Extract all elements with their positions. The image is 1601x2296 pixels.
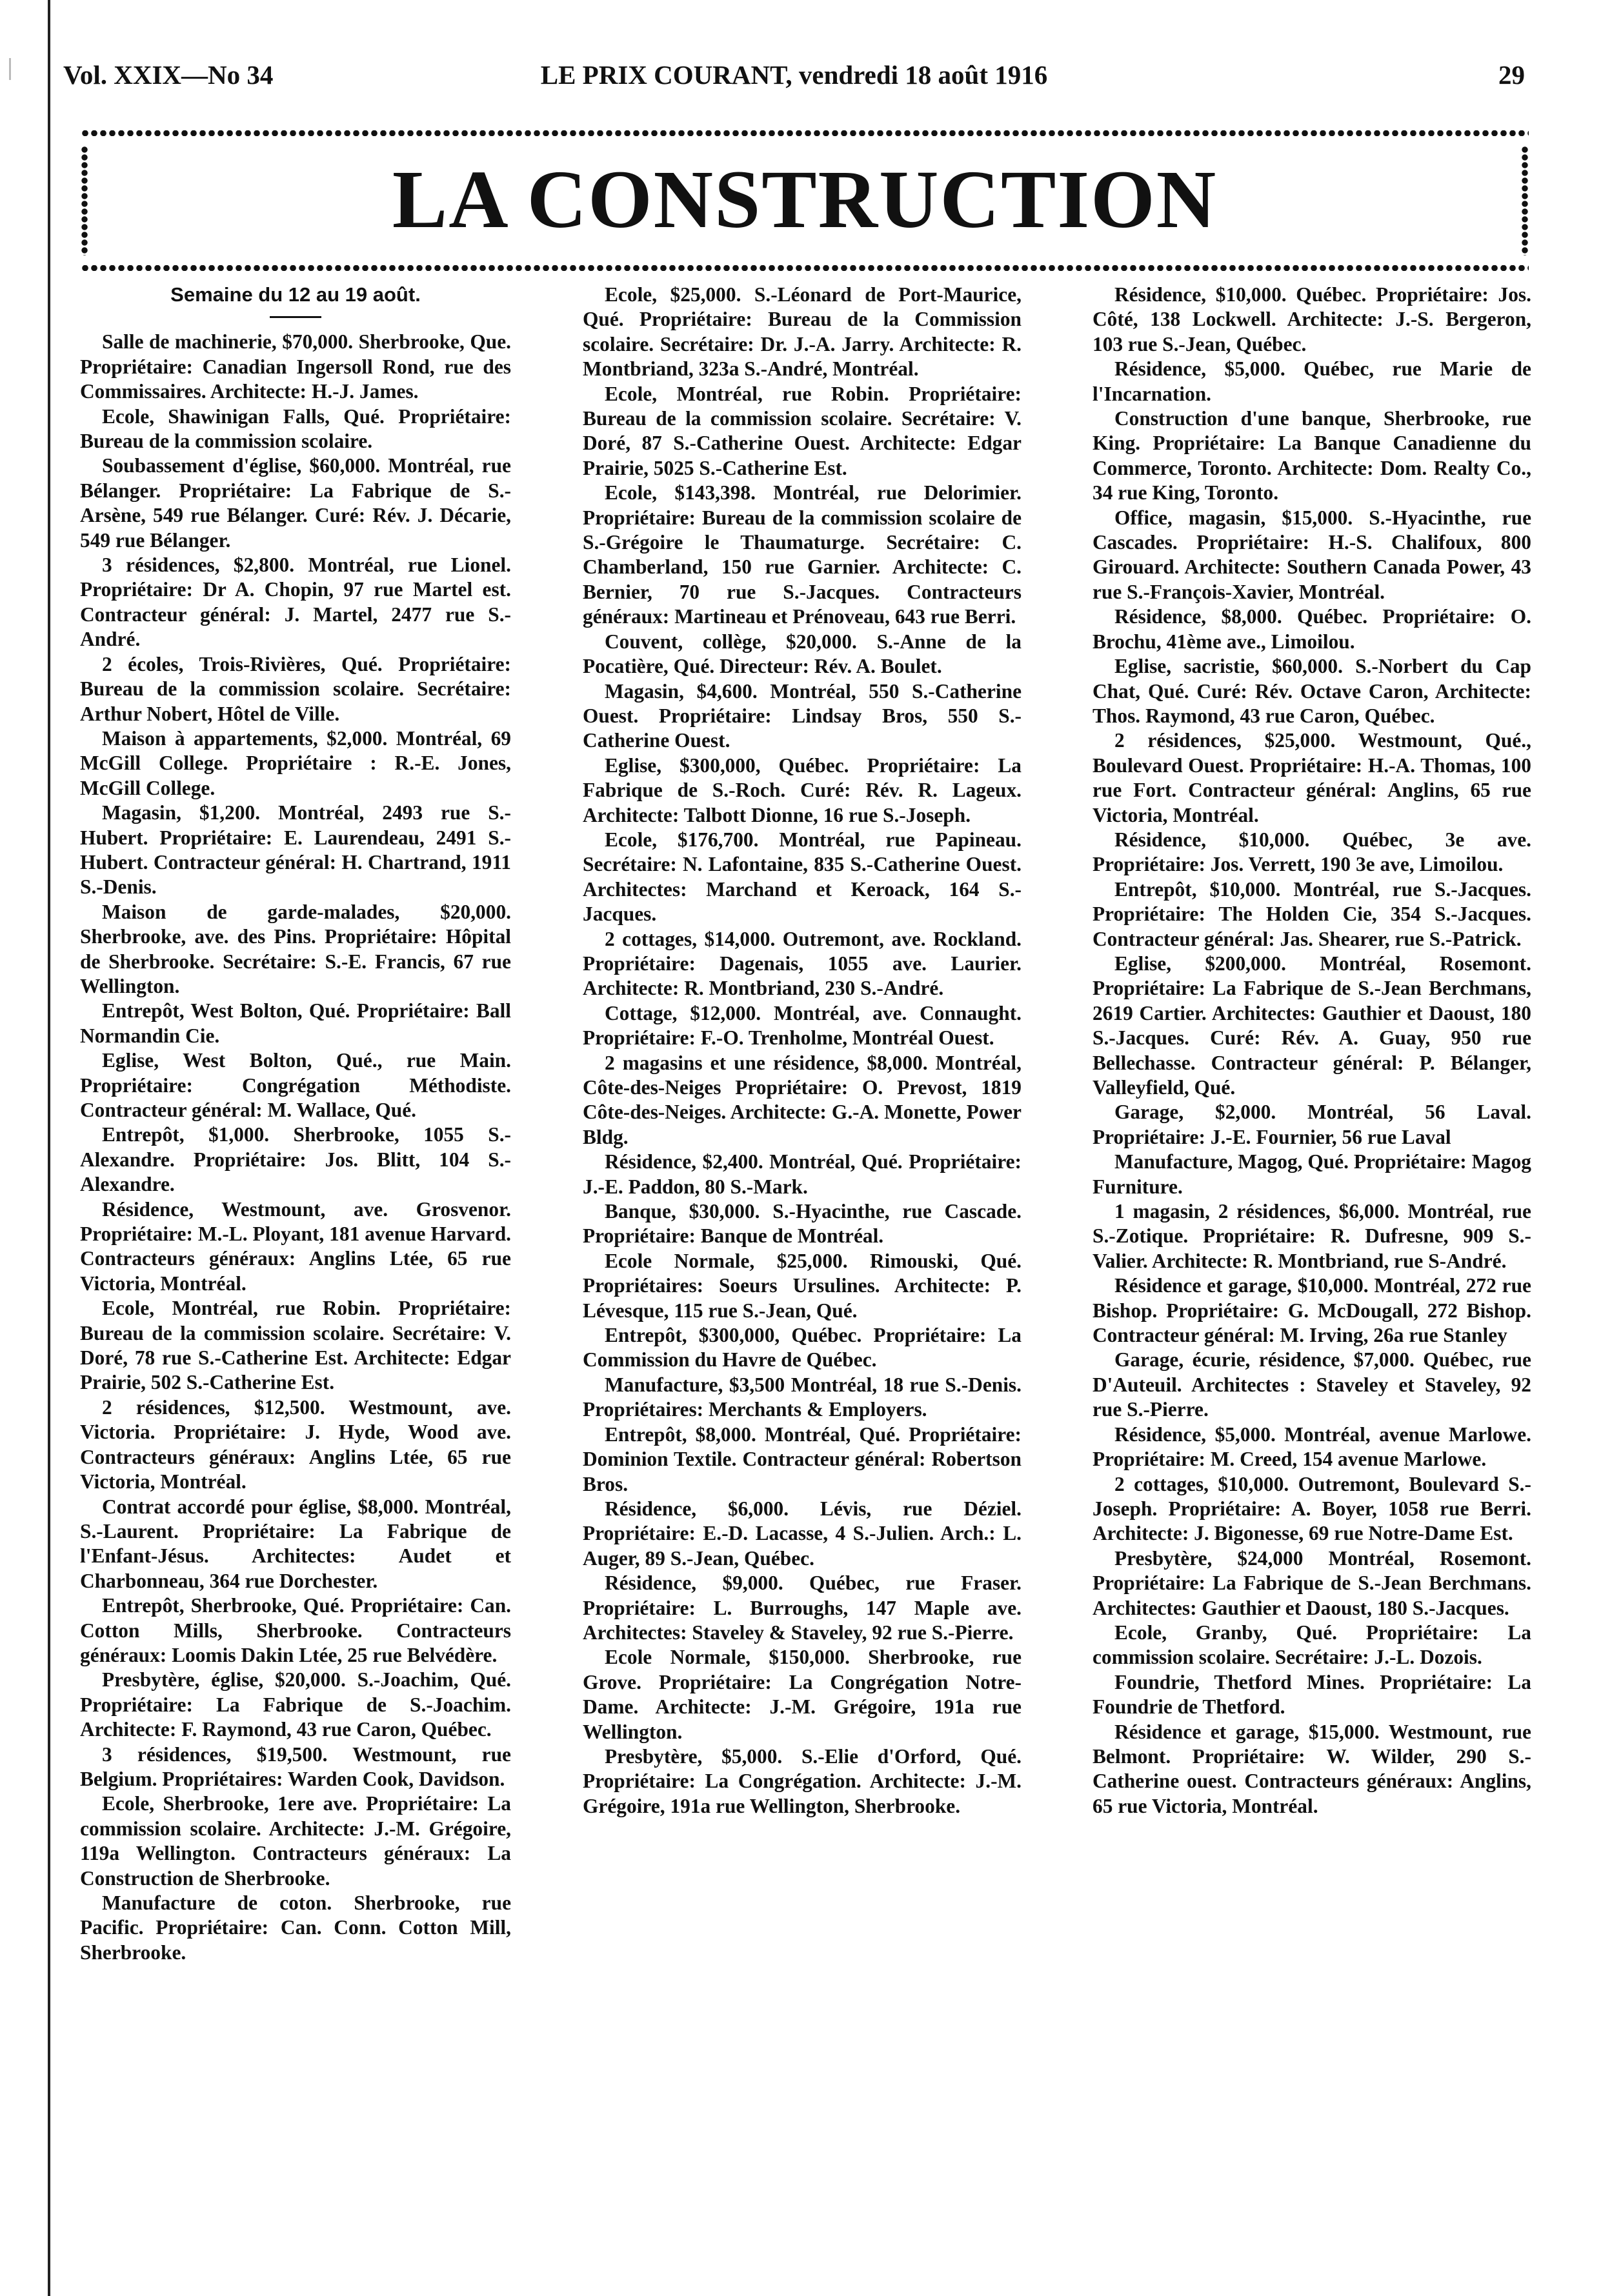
heading-rule — [270, 316, 321, 318]
listing-entry: Eglise, West Bolton, Qué., rue Main. Propriétaire: Congrégation Méthodiste. Contracteur général: M. Wallace, Qué. — [80, 1049, 511, 1121]
listing-entry: Résidence, $8,000. Québec. Propriétaire: O. Brochu, 41ème ave., Limoilou. — [1093, 605, 1531, 653]
listing-entry: Résidence, $5,000. Montréal, avenue Marlowe. Propriétaire: M. Creed, 154 avenue Marlowe. — [1093, 1423, 1531, 1471]
listing-entry: Cottage, $12,000. Montréal, ave. Connaught. Propriétaire: F.-O. Trenholme, Montréal Ouest. — [583, 1001, 1022, 1050]
listing-entry: Entrepôt, $300,000, Québec. Propriétaire: La Commission du Havre de Québec. — [583, 1324, 1022, 1372]
listing-entry: Ecole Normale, $150,000. Sherbrooke, rue Grove. Propriétaire: La Congrégation Notre-Dame. Architecte: J.-M. Grégoire, 191a rue Wellington. — [583, 1646, 1022, 1743]
listing-entry: Eglise, $300,000, Québec. Propriétaire: La Fabrique de S.-Roch. Curé: Rév. R. Lageux. Architecte: Talbott Dionne, 16 rue S.-Joseph. — [583, 754, 1022, 826]
listing-entry: Garage, écurie, résidence, $7,000. Québec, rue D'Auteuil. Architectes : Staveley et Staveley, 92 rue S.-Pierre. — [1093, 1348, 1531, 1421]
listing-entry: Manufacture, Magog, Qué. Propriétaire: Magog Furniture. — [1093, 1150, 1531, 1198]
column-1 — [80, 283, 511, 1965]
listing-entry: 2 cottages, $10,000. Outremont, Boulevard S.-Joseph. Propriétaire: A. Boyer, 1058 rue Berri. Architecte: J. Bigonesse, 69 rue Notre-Dame Est. — [1093, 1472, 1531, 1545]
week-heading: Semaine du 12 au 19 août. — [170, 283, 421, 306]
listing-entry: Ecole, Shawinigan Falls, Qué. Propriétaire: Bureau de la commission scolaire. — [80, 404, 511, 453]
listing-entry: Maison à appartements, $2,000. Montréal, 69 McGill College. Propriétaire : R.-E. Jones, McGill College. — [80, 726, 511, 799]
listing-entry: 3 résidences, $2,800. Montréal, rue Lionel. Propriétaire: Dr A. Chopin, 97 rue Martel est. Contracteur général: J. Martel, 2477 rue S.-André. — [80, 554, 511, 651]
listing-entry: Ecole, $143,398. Montréal, rue Delorimier. Propriétaire: Bureau de la commission scolaire de S.-Grégoire le Thaumaturge. Secrétaire: C. Chamberland, 150 rue Garnier. Architecte: C. Bernier, 70 rue S.-Jacques. Contracteurs généraux: Martineau et Prénoveau, 643 rue Berri. — [583, 481, 1022, 628]
column-3-entries — [1093, 283, 1531, 1819]
listing-entry: Entrepôt, $10,000. Montréal, rue S.-Jacques. Propriétaire: The Holden Cie, 354 S.-Jacques. Contracteur général: Jas. Shearer, rue S.-Patrick. — [1093, 877, 1531, 950]
listing-entry: Entrepôt, $8,000. Montréal, Qué. Propriétaire: Dominion Textile. Contracteur général: Robertson Bros. — [583, 1423, 1022, 1495]
publication-date-line: LE PRIX COURANT, vendredi 18 août 1916 — [540, 60, 1048, 90]
listing-entry: Résidence, $10,000. Québec, 3e ave. Propriétaire: Jos. Verrett, 190 3e ave, Limoilou. — [1093, 828, 1531, 876]
listing-entry: Presbytère, $24,000 Montréal, Rosemont. Propriétaire: La Fabrique de S.-Jean Berchmans. Architectes: Gauthier et Daoust, 180 S.-Jacques. — [1093, 1546, 1531, 1619]
section-banner — [81, 130, 1529, 271]
listing-entry: Résidence, $9,000. Québec, rue Fraser. Propriétaire: L. Burroughs, 147 Maple ave. Architectes: Staveley & Staveley, 92 rue S.-Pierre. — [583, 1572, 1022, 1644]
listing-entry: Résidence, $6,000. Lévis, rue Déziel. Propriétaire: E.-D. Lacasse, 4 S.-Julien. Arch.: L. Auger, 89 S.-Jean, Québec. — [583, 1497, 1022, 1570]
banner-border-top — [81, 130, 1529, 136]
listing-entry: Soubassement d'église, $60,000. Montréal, rue Bélanger. Propriétaire: La Fabrique de S.-Arsène, 549 rue Bélanger. Curé: Rév. J. Décarie, 549 rue Bélanger. — [80, 454, 511, 552]
listing-entry: Ecole, $176,700. Montréal, rue Papineau. Secrétaire: N. Lafontaine, 835 S.-Catherine Ouest. Architectes: Marchand et Keroack, 164 S.-Jacques. — [583, 828, 1022, 926]
running-header — [63, 59, 1525, 98]
listing-entry: 2 écoles, Trois-Rivières, Qué. Propriétaire: Bureau de la commission scolaire. Secrétaire: Arthur Nobert, Hôtel de Ville. — [80, 652, 511, 725]
listing-entry: Ecole, Granby, Qué. Propriétaire: La commission scolaire. Secrétaire: J.-L. Dozois. — [1093, 1621, 1531, 1669]
listing-entry: Maison de garde-malades, $20,000. Sherbrooke, ave. des Pins. Propriétaire: Hôpital de Sherbrooke. Secrétaire: S.-E. Francis, 67 rue Wellington. — [80, 900, 511, 997]
listing-entry: Ecole, Montréal, rue Robin. Propriétaire: Bureau de la commission scolaire. Secrétaire: V. Doré, 87 S.-Catherine Ouest. Architecte: Edgar Prairie, 5025 S.-Catherine Est. — [583, 382, 1022, 479]
listing-entry: 1 magasin, 2 résidences, $6,000. Montréal, rue S.-Zotique. Propriétaire: R. Dufresne, 909 S.-Valier. Architecte: R. Montbriand, rue S-André. — [1093, 1200, 1531, 1272]
listing-entry: Manufacture de coton. Sherbrooke, rue Pacific. Propriétaire: Can. Conn. Cotton Mill, Sherbrooke. — [80, 1892, 511, 1964]
listing-entry: Résidence, $2,400. Montréal, Qué. Propriétaire: J.-E. Paddon, 80 S.-Mark. — [583, 1150, 1022, 1198]
listing-entry: Presbytère, église, $20,000. S.-Joachim, Qué. Propriétaire: La Fabrique de S.-Joachim. Architecte: F. Raymond, 43 rue Caron, Québec. — [80, 1668, 511, 1741]
banner-border-bottom — [81, 265, 1529, 271]
listing-entry: Presbytère, $5,000. S.-Elie d'Orford, Qué. Propriétaire: La Congrégation. Architecte: J.-M. Grégoire, 191a rue Wellington, Sherbrooke. — [583, 1744, 1022, 1817]
listing-entry: Entrepôt, Sherbrooke, Qué. Propriétaire: Can. Cotton Mills, Sherbrooke. Contracteurs généraux: Loomis Dakin Ltée, 25 rue Belvédère. — [80, 1594, 511, 1666]
listing-entry: Eglise, sacristie, $60,000. S.-Norbert du Cap Chat, Qué. Curé: Rév. Octave Caron, Architecte: Thos. Raymond, 43 rue Caron, Québec. — [1093, 655, 1531, 727]
listing-entry: Résidence et garage, $10,000. Montréal, 272 rue Bishop. Propriétaire: G. McDougall, 272 Bishop. Contracteur général: M. Irving, 26a rue Stanley — [1093, 1274, 1531, 1347]
listing-entry: Contrat accordé pour église, $8,000. Montréal, S.-Laurent. Propriétaire: La Fabrique de l'Enfant-Jésus. Architectes: Audet et Charbonneau, 364 rue Dorchester. — [80, 1495, 511, 1592]
listing-entry: Ecole, Sherbrooke, 1ere ave. Propriétaire: La commission scolaire. Architecte: J.-M. Grégoire, 119a Wellington. Contracteurs généraux: La Construction de Sherbrooke. — [80, 1792, 511, 1890]
listing-entry: Magasin, $1,200. Montréal, 2493 rue S.-Hubert. Propriétaire: E. Laurendeau, 2491 S.-Hubert. Contracteur général: H. Chartrand, 1911 S.-Denis. — [80, 801, 511, 899]
listing-entry: Garage, $2,000. Montréal, 56 Laval. Propriétaire: J.-E. Fournier, 56 rue Laval — [1093, 1101, 1531, 1148]
listing-entry: 2 résidences, $25,000. Westmount, Qué., Boulevard Ouest. Propriétaire: H.-A. Thomas, 100 rue Fort. Contracteur général: Anglins, 65 rue Victoria, Montréal. — [1093, 729, 1531, 826]
listing-entry: Magasin, $4,600. Montréal, 550 S.-Catherine Ouest. Propriétaire: Lindsay Bros, 550 S.-Catherine Ouest. — [583, 679, 1022, 752]
listing-entry: Manufacture, $3,500 Montréal, 18 rue S.-Denis. Propriétaires: Merchants & Employers. — [583, 1373, 1022, 1421]
listing-entry: Résidence et garage, $15,000. Westmount, rue Belmont. Propriétaire: W. Wilder, 290 S.-Catherine ouest. Contracteurs généraux: Anglins, 65 rue Victoria, Montréal. — [1093, 1720, 1531, 1817]
listing-entry: Salle de machinerie, $70,000. Sherbrooke, Que. Propriétaire: Canadian Ingersoll Rond, rue des Commissaires. Architecte: H.-J. James. — [80, 330, 511, 403]
listing-entry: Ecole, Montréal, rue Robin. Propriétaire: Bureau de la commission scolaire. Secrétaire: V. Doré, 78 rue S.-Catherine Est. Architecte: Edgar Prairie, 502 S.-Catherine Est. — [80, 1297, 511, 1394]
listing-entry: Résidence, $10,000. Québec. Propriétaire: Jos. Côté, 138 Lockwell. Architecte: J.-S. Bergeron, 103 rue S.-Jean, Québec. — [1093, 283, 1531, 355]
listing-entry: Couvent, collège, $20,000. S.-Anne de la Pocatière, Qué. Directeur: Rév. A. Boulet. — [583, 630, 1022, 678]
listing-entry: Entrepôt, West Bolton, Qué. Propriétaire: Ball Normandin Cie. — [80, 999, 511, 1047]
listing-entry: Ecole Normale, $25,000. Rimouski, Qué. Propriétaires: Soeurs Ursulines. Architecte: P. Lévesque, 115 rue S.-Jean, Qué. — [583, 1249, 1022, 1322]
page-edge-line — [48, 0, 50, 2296]
listing-entry: 2 magasins et une résidence, $8,000. Montréal, Côte-des-Neiges Propriétaire: O. Prevost, 1819 Côte-des-Neiges. Architecte: G.-A. Monette, Power Bldg. — [583, 1051, 1022, 1148]
listing-entry: Résidence, $5,000. Québec, rue Marie de l'Incarnation. — [1093, 357, 1531, 405]
listing-entry: 3 résidences, $19,500. Westmount, rue Belgium. Propriétaires: Warden Cook, Davidson. — [80, 1742, 511, 1790]
listing-entry: Eglise, $200,000. Montréal, Rosemont. Propriétaire: La Fabrique de S.-Jean Berchmans, 2619 Cartier. Architectes: Gauthier et Daoust, 180 S.-Jacques. Curé: Rév. A. Guay, 950 rue Bellechasse. Contracteur général: P. Bélanger, Valleyfield, Qué. — [1093, 952, 1531, 1099]
column-2-entries — [583, 283, 1022, 1819]
listing-entry: Banque, $30,000. S.-Hyacinthe, rue Cascade. Propriétaire: Banque de Montréal. — [583, 1200, 1022, 1248]
volume-number: Vol. XXIX—No 34 — [63, 60, 274, 90]
listing-entry: Ecole, $25,000. S.-Léonard de Port-Maurice, Qué. Propriétaire: Bureau de la Commission scolaire. Secrétaire: Dr. J.-A. Jarry. Architecte: R. Montbriand, 323a S.-André, Montréal. — [583, 283, 1022, 381]
listing-entry: 2 cottages, $14,000. Outremont, ave. Rockland. Propriétaire: Dagenais, 1055 ave. Laurier. Architecte: R. Montbriand, 230 S.-André. — [583, 927, 1022, 1000]
listing-entry: Résidence, Westmount, ave. Grosvenor. Propriétaire: M.-L. Ployant, 181 avenue Harvard. Contracteurs généraux: Anglins Ltée, 65 rue Victoria, Montréal. — [80, 1197, 511, 1295]
listing-entry: Office, magasin, $15,000. S.-Hyacinthe, rue Cascades. Propriétaire: H.-S. Chalifoux, 800 Girouard. Architecte: Southern Canada Power, 43 rue S.-François-Xavier, Montréal. — [1093, 506, 1531, 603]
listing-entry: 2 résidences, $12,500. Westmount, ave. Victoria. Propriétaire: J. Hyde, Wood ave. Contracteurs généraux: Anglins Ltée, 65 rue Victoria, Montréal. — [80, 1395, 511, 1493]
section-title: LA CONSTRUCTION — [392, 154, 1218, 245]
page-number: 29 — [1498, 60, 1525, 90]
scan-mark — [9, 58, 11, 80]
listing-entry: Construction d'une banque, Sherbrooke, rue King. Propriétaire: La Banque Canadienne du Commerce, Toronto. Architecte: Dom. Realty Co., 34 rue King, Toronto. — [1093, 407, 1531, 504]
column-3 — [1093, 283, 1531, 1819]
column-2 — [583, 283, 1022, 1819]
listing-entry: Entrepôt, $1,000. Sherbrooke, 1055 S.-Alexandre. Propriétaire: Jos. Blitt, 104 S.-Alexandre. — [80, 1123, 511, 1196]
listing-entry: Foundrie, Thetford Mines. Propriétaire: La Foundrie de Thetford. — [1093, 1670, 1531, 1719]
column-1-entries — [80, 330, 511, 1965]
